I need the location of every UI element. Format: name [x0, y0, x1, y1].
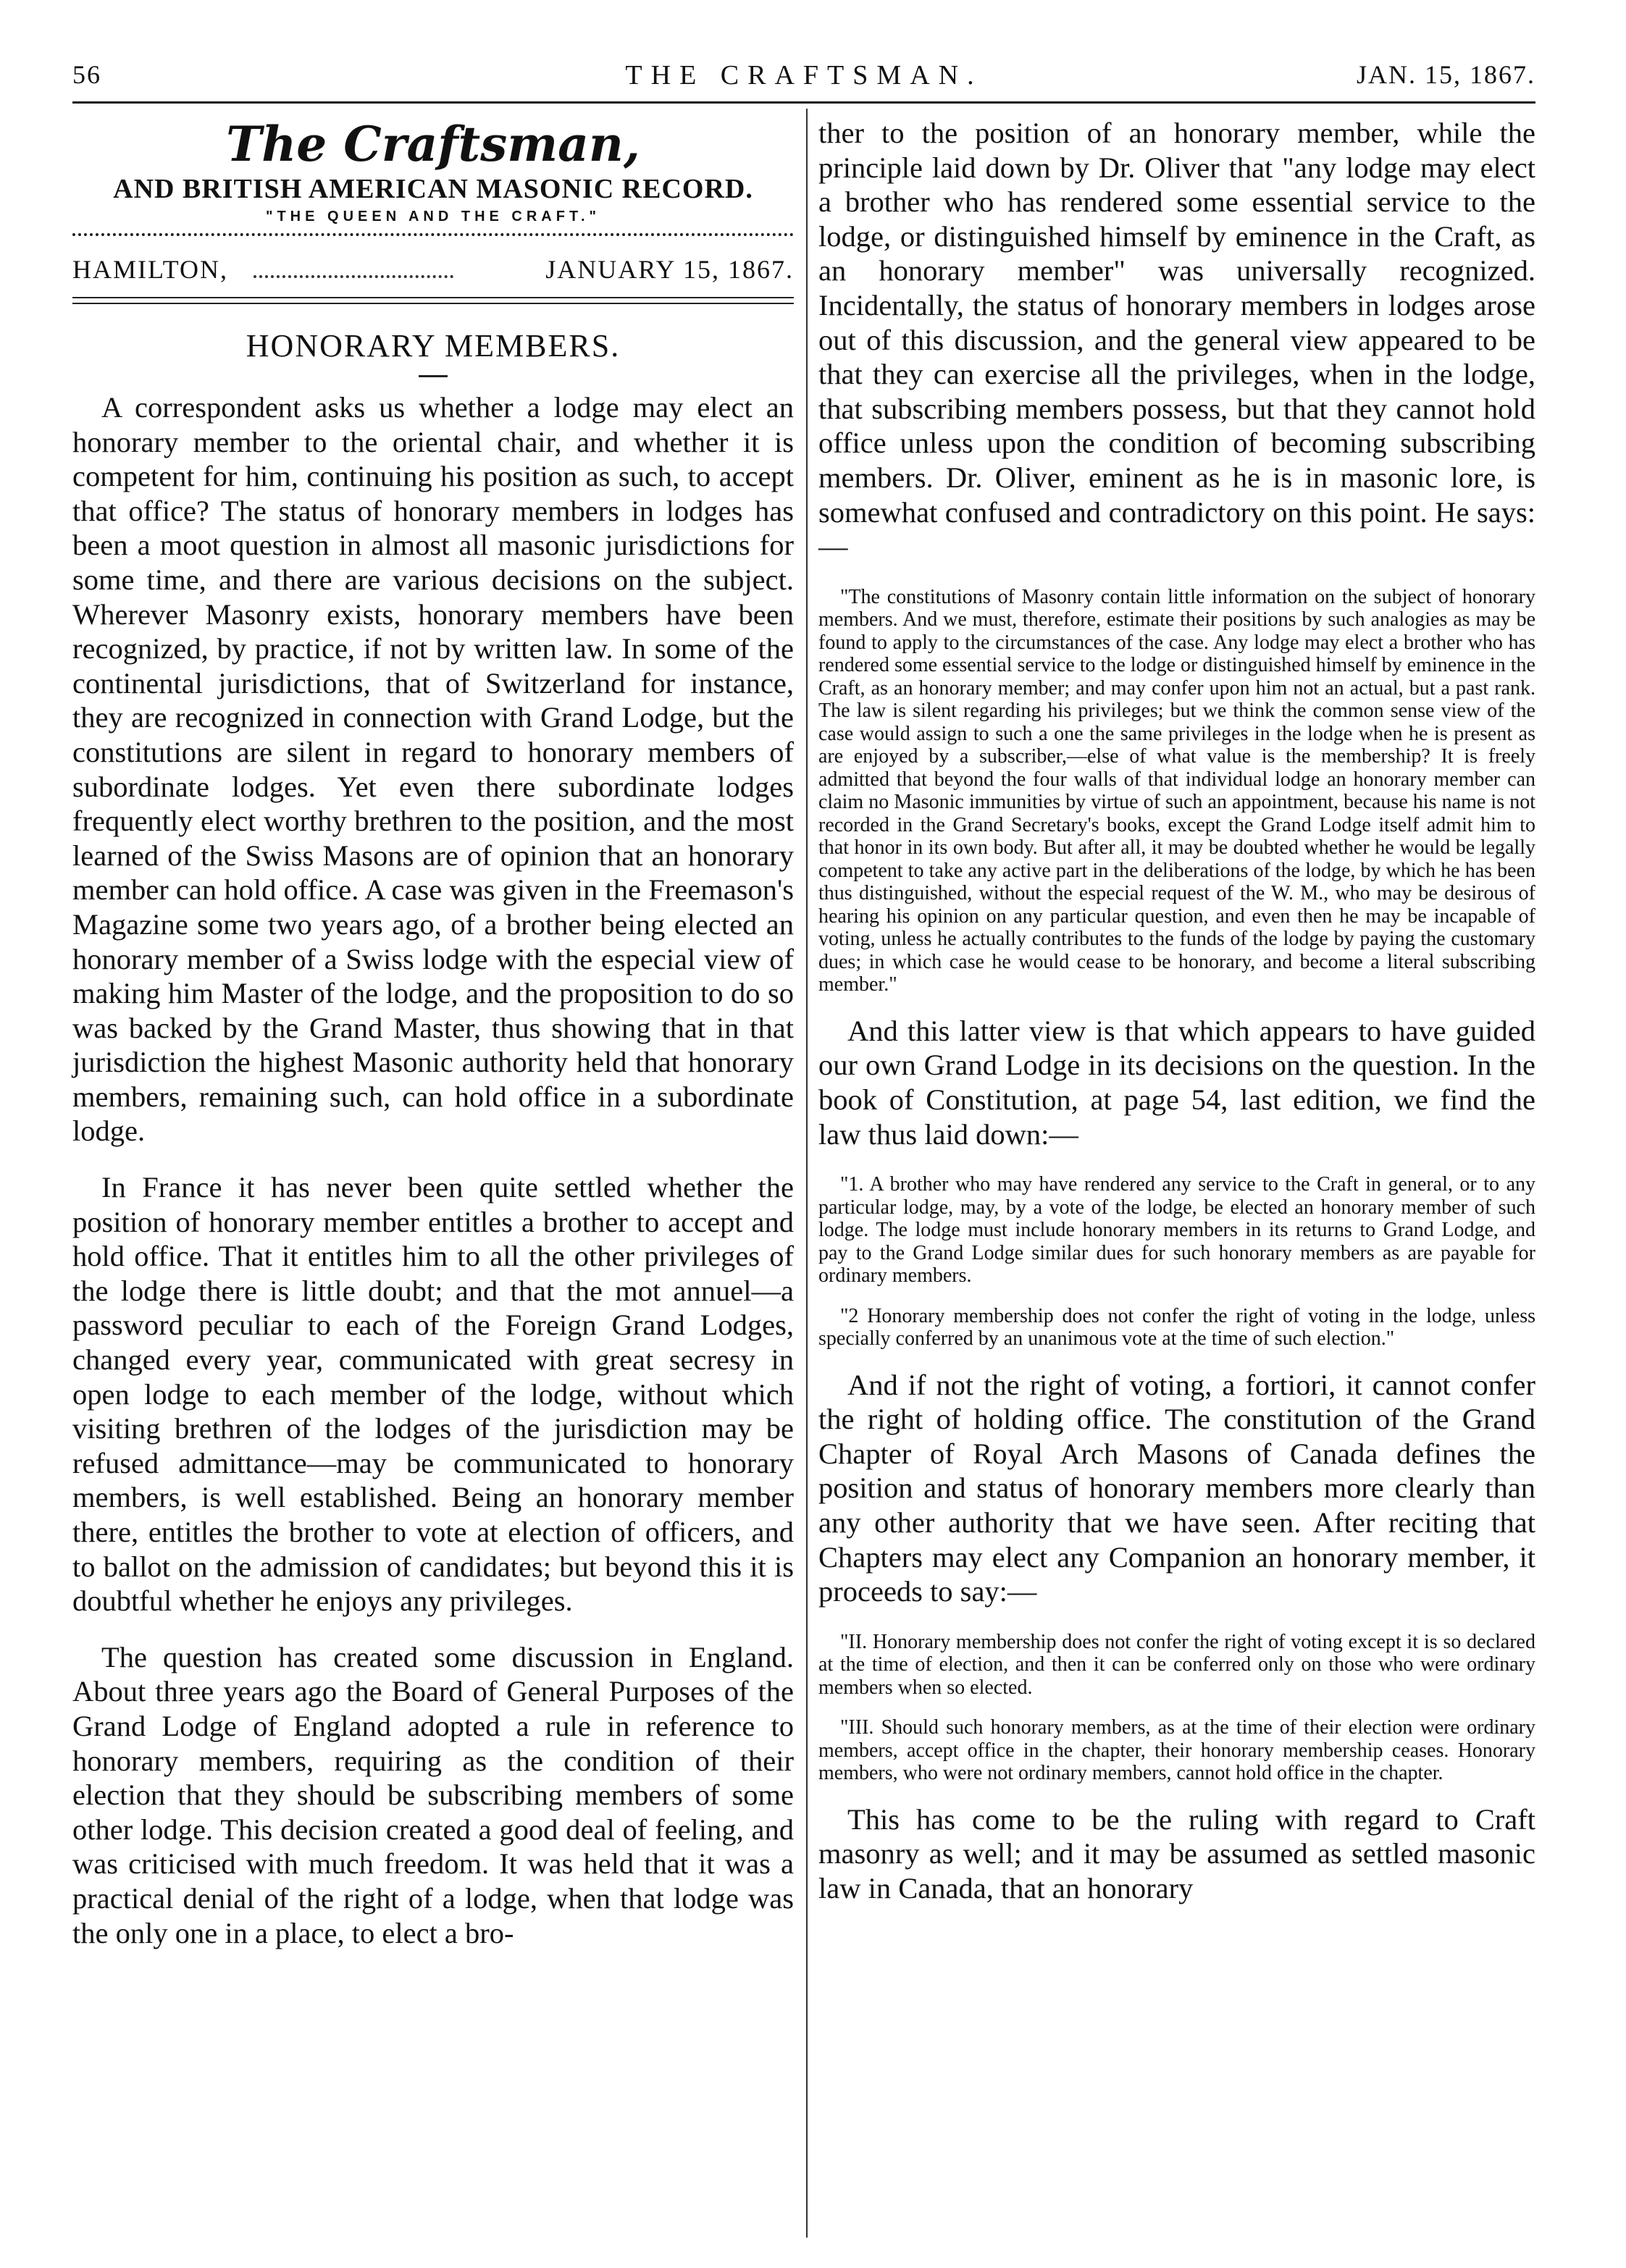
masthead — [72, 116, 794, 304]
journal-name: THE CRAFTSMAN. — [625, 60, 983, 91]
block-quote: "The constitutions of Masonry contain little information on the subject of honorary members. And we must, therefore, estimate their positions by such analogies as may be found to apply to the circumstances of the case. Any lodge may elect a brother who has rendered some essential service to the lodge or distinguished himself by eminence in the Craft, as an honorary member; and may confer upon him not an actual, but a past rank. The law is silent regarding his privileges; but we think the common sense view of the case would assign to such a one the same privileges in the lodge when he is present as are enjoyed by a subscriber,—else of what value is the membership? It is freely admitted that beyond the four walls of that individual lodge an honorary member can claim no Masonic immunities by virtue of such an appointment, because his name is not recorded in the Grand Secretary's books, except the Grand Lodge itself admit him to that honor in its own body. But after all, it may be doubted whether he would be legally competent to take any active part in the deliberations of the lodge, by which he has been thus distinguished, without the especial request of the W. M., who may be desirous of hearing his opinion on any particular question, and even then he may be incapable of voting, unless he actually contributes to the funds of the lodge by paying the customary dues; in which case he would cease to be honorary, and become a literal subscribing member." — [818, 585, 1535, 996]
paragraph: And this latter view is that which appears to have guided our own Grand Lodge in its decisions on the question. In the book of Constitution, at page 54, last edition, we find the law thus laid down:— — [818, 1014, 1535, 1151]
header-rule — [72, 101, 1535, 104]
paragraph: And if not the right of voting, a fortiori, it cannot confer the right of holding office. The constitution of the Grand Chapter of Royal Arch Masons of Canada defines the position and status of honorary members more clearly than any other authority that we have seen. After reciting that Chapters may elect any Companion an honorary member, it proceeds to say:— — [818, 1368, 1535, 1608]
masthead-double-rule — [72, 297, 794, 304]
block-quote: "II. Honorary membership does not confer the right of voting except it is so declared at the time of election, and then it can be conferred only on those who were ordinary members when so elected. — [818, 1630, 1535, 1699]
masthead-title: The Craftsman, — [226, 116, 640, 172]
paragraph: ther to the position of an honorary member, while the principle laid down by Dr. Oliver that "any lodge may elect a brother who has rendered some essential service to the lodge, or distinguished himself by eminence in the Craft, as an honorary member" was universally recognized. Incidentally, the status of honorary members in lodges arose out of this discussion, and the general view appeared to be that they can exercise all the privileges, when in the lodge, that subscribing members possess, but that they cannot hold office unless upon the condition of becoming subscribing members. Dr. Oliver, eminent as he is in masonic lore, is somewhat confused and contradictory on this point. He says:— — [818, 117, 1535, 563]
paragraph: A correspondent asks us whether a lodge may elect an honorary member to the oriental chair, and whether it is competent for him, continuing his position as such, to accept that office? The status of honorary members in lodges has been a moot question in almost all masonic jurisdictions for some time, and there are various decisions on the subject. Wherever Masonry exists, honorary members have been recognized, by practice, if not by written law. In some of the continental jurisdictions, that of Switzerland for instance, they are recognized in connection with Grand Lodge, but the constitutions are silent in regard to honorary members of subordinate lodges. Yet even there subordinate lodges frequently elect worthy brethren to the position, and the most learned of the Swiss Masons are of opinion that an honorary member can hold office. A case was given in the Freemason's Magazine some two years ago, of a brother being elected an honorary member of a Swiss lodge with the especial view of making him Master of the lodge, and the proposition to do so was backed by the Grand Master, thus showing that in that jurisdiction the highest Masonic authority held that honorary members, remaining such, can hold office in a subordinate lodge. — [72, 391, 794, 1148]
paragraph: The question has created some discussion in England. About three years ago the Board of General Purposes of the Grand Lodge of England adopted a rule in reference to honorary members, requiring as the condition of their election that they should be subscribing members of some other lodge. This decision created a good deal of feeling, and was criticised with much freedom. It was held that it was a practical denial of the right of a lodge, when that lodge was the only one in a place, to elect a bro- — [72, 1640, 794, 1949]
running-head — [72, 59, 1535, 96]
dateline-leader — [253, 275, 453, 278]
column-rule — [806, 109, 808, 2238]
block-quote: "III. Should such honorary members, as at the time of their election were ordinary members, accept office in the chapter, their honorary membership ceases. Honorary members, who were not ordinary members, cannot hold office in the chapter. — [818, 1716, 1535, 1785]
dateline-date: JANUARY 15, 1867. — [545, 255, 794, 284]
masthead-subtitle: AND BRITISH AMERICAN MASONIC RECORD. — [113, 174, 753, 204]
title-dash — [419, 375, 448, 377]
issue-date: JAN. 15, 1867. — [1356, 60, 1535, 89]
block-quote: "2 Honorary membership does not confer the right of voting in the lodge, unless specially conferred by an unanimous vote at the time of such election." — [818, 1304, 1535, 1351]
ornamental-rule — [72, 233, 794, 246]
paragraph: In France it has never been quite settled whether the position of honorary member entitles a brother to accept and hold office. That it entitles him to all the other privileges of the lodge there is little doubt; and that the mot annuel—a password peculiar to each of the Foreign Grand Lodges, changed every year, communicated with great secresy in open lodge to each member of the lodge, without which visiting brethren of the lodges of the jurisdiction may be refused admittance—may be communicated to honorary members, is well established. Being an honorary member there, entitles the brother to vote at election of officers, and to ballot on the admission of candidates; but beyond this it is doubtful whether he enjoys any privileges. — [72, 1171, 794, 1618]
page-number: 56 — [72, 60, 101, 89]
block-quote: "1. A brother who may have rendered any service to the Craft in general, or to any particular lodge, may, by a vote of the lodge, be elected an honorary member of such lodge. The lodge must include honorary members in its returns to Grand Lodge, and pay to the Grand Lodge similar dues for such honorary members as are payable for ordinary members. — [818, 1173, 1535, 1288]
dateline — [72, 249, 794, 290]
left-column — [72, 116, 794, 1972]
dateline-city: HAMILTON, — [72, 255, 229, 284]
article-title: HONORARY MEMBERS. — [246, 328, 621, 364]
masthead-motto: "THE QUEEN AND THE CRAFT." — [265, 209, 600, 224]
right-column — [818, 116, 1535, 1928]
paragraph: This has come to be the ruling with regard to Craft masonry as well; and it may be assumed as settled masonic law in Canada, that an honorary — [818, 1802, 1535, 1904]
